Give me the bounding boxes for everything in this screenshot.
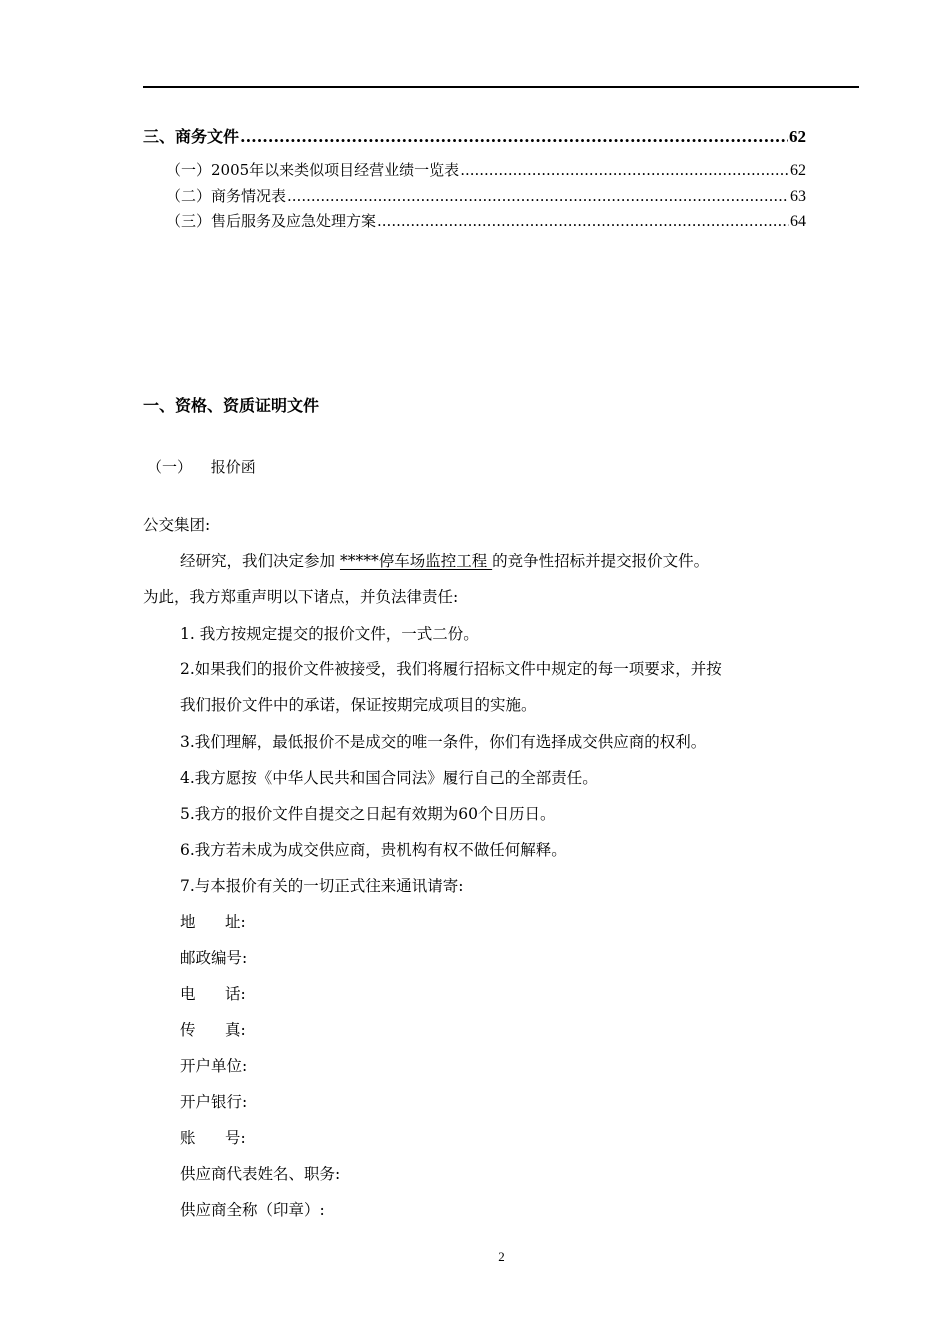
toc-entry-2[interactable] <box>166 185 806 206</box>
letter-point-2: 2.如果我们的报价文件被接受，我们将履行招标文件中规定的每一项要求，并按 <box>180 660 722 678</box>
toc-entry-label: （三）售后服务及应急处理方案 <box>166 212 377 230</box>
field-bank-unit: 开户单位: <box>180 1057 248 1075</box>
letter-salutation: 公交集团: <box>143 516 211 534</box>
toc-leader <box>240 127 788 146</box>
letter-point-5: 5.我方的报价文件自提交之日起有效期为60个日历日。 <box>180 805 556 823</box>
letter-point-3: 3.我们理解，最低报价不是成交的唯一条件，你们有选择成交供应商的权利。 <box>180 733 707 751</box>
toc-entry-page: 62 <box>790 162 806 179</box>
page-number: 2 <box>498 1249 505 1264</box>
toc-entry-3[interactable] <box>166 210 806 231</box>
letter-point-6: 6.我方若未成为成交供应商，贵机构有权不做任何解释。 <box>180 841 567 859</box>
toc-main-page: 62 <box>789 127 806 146</box>
field-phone: 电 话: <box>180 985 246 1003</box>
subsection-title: 报价函 <box>210 458 256 476</box>
toc-leader <box>287 187 789 205</box>
field-address: 地 址: <box>180 913 246 931</box>
letter-intro-cont: 为此，我方郑重声明以下诸点，并负法律责任: <box>143 588 459 606</box>
toc-entry-page: 63 <box>790 188 806 205</box>
section-heading: 一、资格、资质证明文件 <box>143 396 320 415</box>
toc-entry-1[interactable] <box>166 159 806 180</box>
subsection-heading <box>147 456 256 477</box>
letter-point-4: 4.我方愿按《中华人民共和国合同法》履行自己的全部责任。 <box>180 769 598 787</box>
field-representative: 供应商代表姓名、职务: <box>180 1165 341 1183</box>
letter-intro <box>180 549 709 571</box>
field-bank: 开户银行: <box>180 1093 248 1111</box>
toc-main-entry[interactable] <box>143 124 806 147</box>
toc-leader <box>377 212 789 230</box>
field-fax: 传 真: <box>180 1021 246 1039</box>
toc-leader <box>460 161 789 179</box>
toc-entry-label: （一）2005年以来类似项目经营业绩一览表 <box>166 161 460 179</box>
field-account: 账 号: <box>180 1129 246 1147</box>
header-rule <box>143 86 859 88</box>
field-postcode: 邮政编号: <box>180 949 248 967</box>
toc-entry-page: 64 <box>790 213 806 230</box>
intro-text-before: 经研究，我们决定参加 <box>180 552 336 570</box>
toc-entry-label: （二）商务情况表 <box>166 187 287 205</box>
letter-point-7: 7.与本报价有关的一切正式往来通讯请寄: <box>180 877 464 895</box>
project-name: *****停车场监控工程 <box>339 552 493 570</box>
subsection-number: （一） <box>147 458 193 476</box>
letter-point-2-cont: 我们报价文件中的承诺，保证按期完成项目的实施。 <box>180 696 537 714</box>
intro-text-after: 的竞争性招标并提交报价文件。 <box>492 552 710 570</box>
field-supplier-fullname: 供应商全称（印章）: <box>180 1201 325 1219</box>
letter-point-1: 1. 我方按规定提交的报价文件，一式二份。 <box>180 625 479 643</box>
toc-main-label: 三、商务文件 <box>143 127 240 146</box>
